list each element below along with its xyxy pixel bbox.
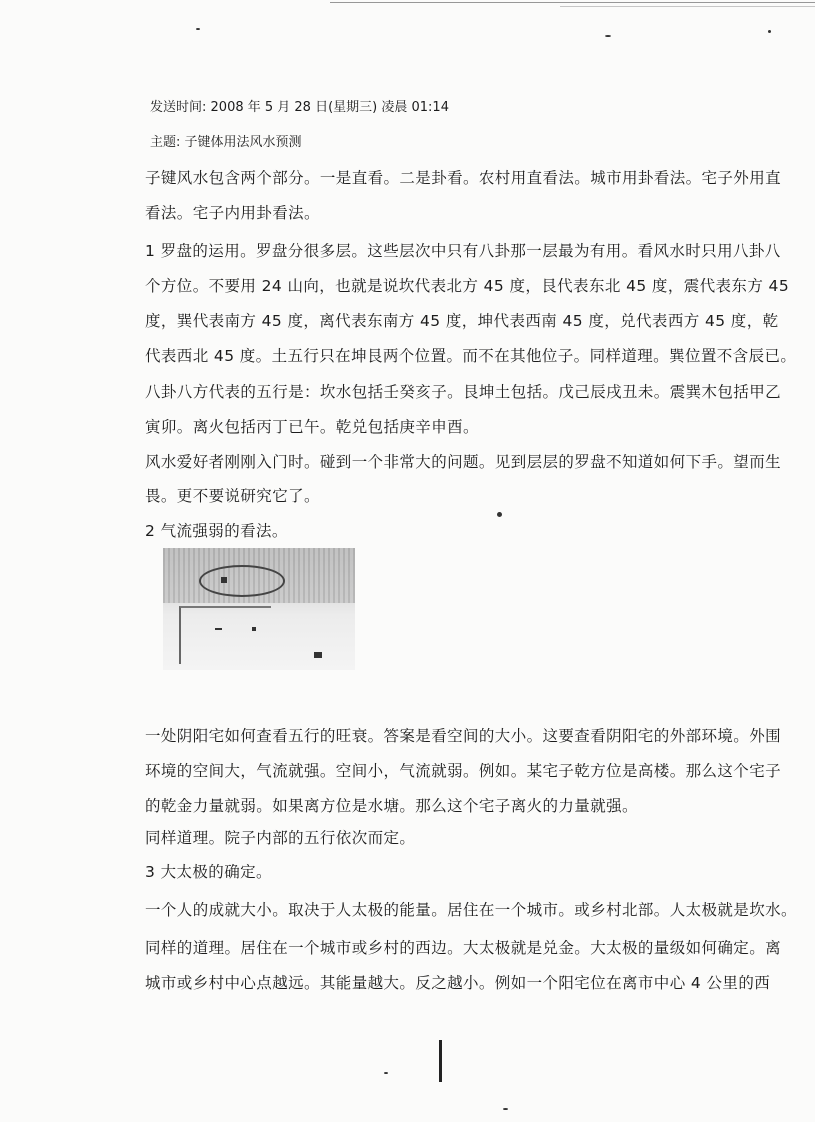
text-line: 畏。更不要说研究它了。 [145,487,320,505]
subject-value: 子键体用法风水预测 [184,135,302,150]
section-heading: 3 大太极的确定。 [145,863,272,881]
scan-binder-mark [439,1040,442,1082]
text-line: 八卦八方代表的五行是：坎水包括壬癸亥子。艮坤土包括。戊己辰戌丑未。震巽木包括甲乙 [145,383,782,401]
scan-speck [605,35,611,37]
text-line: 一个人的成就大小。取决于人太极的能量。居住在一个城市。或乡村北部。人太极就是坎水。 [145,901,797,919]
scan-speck [196,28,200,30]
text-line: 个方位。不要用 24 山向，也就是说坎代表北方 45 度，艮代表东北 45 度，震代表东方 45 [145,277,790,295]
text-line: 寅卯。离火包括丙丁已午。乾兑包括庚辛申酉。 [145,418,479,436]
text-line: 城市或乡村中心点越远。其能量越大。反之越小。例如一个阳宅位在离市中心 4 公里的西 [145,974,771,992]
text-line: 的乾金力量就弱。如果离方位是水塘。那么这个宅子离火的力量就强。 [145,797,638,815]
text-line: 1 罗盘的运用。罗盘分很多层。这些层次中只有八卦那一层最为有用。看风水时只用八卦八 [145,242,781,260]
sent-time-value: 2008 年 5 月 28 日(星期三) 凌晨 01:14 [210,100,449,115]
text-line: 同样的道理。居住在一个城市或乡村的西边。大太极就是兑金。大太极的量级如何确定。离 [145,939,782,957]
section-heading: 2 气流强弱的看法。 [145,522,288,540]
sent-time-line [150,96,449,115]
subject-line [150,131,302,150]
text-line: 代表西北 45 度。土五行只在坤艮两个位置。而不在其他位子。同样道理。巽位置不含辰已。 [145,347,797,365]
text-line: 子键风水包含两个部分。一是直看。二是卦看。农村用直看法。城市用卦看法。宅子外用直 [145,169,782,187]
scan-speck [503,1108,508,1110]
text-line: 一处阴阳宅如何查看五行的旺衰。答案是看空间的大小。这要查看阴阳宅的外部环境。外围 [145,727,782,745]
scan-dot [497,512,502,517]
photo-circle-mark [199,565,285,597]
scanned-photo [163,548,355,670]
scan-top-rule-2 [560,6,815,7]
subject-label: 主题: [150,135,181,150]
scan-top-rule [330,2,815,3]
sent-time-label: 发送时间: [150,100,207,115]
text-line: 环境的空间大，气流就强。空间小，气流就弱。例如。某宅子乾方位是高楼。那么这个宅子 [145,762,782,780]
scan-speck [384,1072,388,1074]
text-line: 风水爱好者刚刚入门时。碰到一个非常大的问题。见到层层的罗盘不知道如何下手。望而生 [145,453,782,471]
scan-speck [768,30,771,33]
text-line: 同样道理。院子内部的五行依次而定。 [145,829,416,847]
text-line: 度，巽代表南方 45 度，离代表东南方 45 度，坤代表西南 45 度，兑代表西方 45 度，乾 [145,312,779,330]
text-line: 看法。宅子内用卦看法。 [145,204,320,222]
